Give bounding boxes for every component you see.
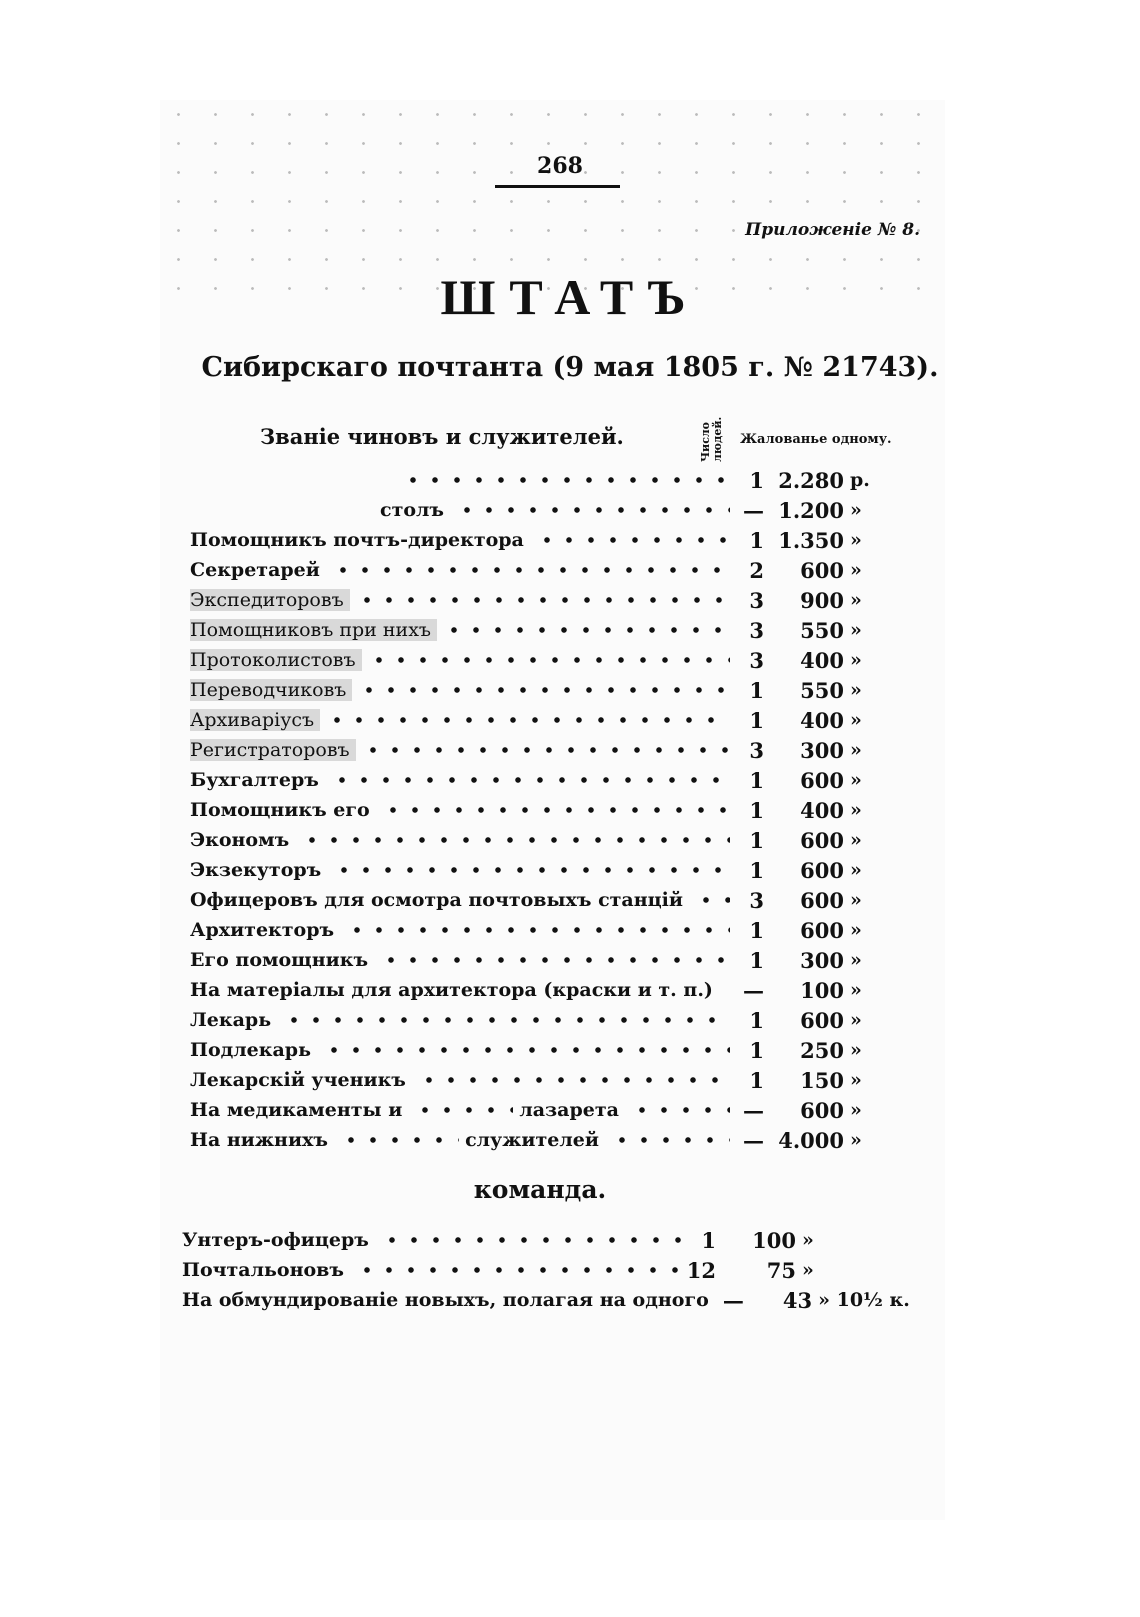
row-unit: » — [850, 739, 862, 761]
row-label: Помощникъ его — [190, 799, 370, 821]
row-count: — — [743, 1127, 765, 1153]
row-count: 1 — [749, 1007, 764, 1033]
row-unit: » — [802, 1229, 814, 1251]
row-label: Лекарскій ученикъ — [190, 1069, 406, 1091]
row-unit: » — [850, 499, 862, 521]
row-label: Лекарь — [190, 1009, 272, 1031]
table-row — [182, 1225, 912, 1255]
dot-leader — [375, 1225, 682, 1255]
row-salary: 600 — [800, 827, 844, 853]
dot-leader — [625, 1095, 730, 1125]
row-label: На нижнихъ — [190, 1129, 328, 1151]
table-row — [190, 465, 890, 495]
row-label: Протоколистовъ — [190, 649, 362, 671]
row-count: 1 — [749, 947, 764, 973]
dot-leader — [320, 705, 730, 735]
table-row — [190, 585, 890, 615]
table-row — [190, 915, 890, 945]
row-count: 1 — [749, 527, 764, 553]
table-row — [190, 735, 890, 765]
row-salary: 4.000 — [778, 1127, 845, 1153]
row-salary: 600 — [800, 887, 844, 913]
dot-leader — [326, 555, 730, 585]
row-label: Помощниковъ при нихъ — [190, 619, 437, 641]
row-count: 3 — [749, 587, 764, 613]
dot-leader — [327, 855, 730, 885]
row-salary: 2.280 — [778, 467, 844, 493]
row-label: столъ — [380, 499, 444, 521]
row-label-continued: служителей — [465, 1129, 599, 1151]
appendix-label: Приложеніе № 8. — [745, 220, 920, 240]
section-heading-command: команда. — [473, 1175, 607, 1204]
command-table — [182, 1225, 912, 1315]
dot-leader — [408, 1095, 513, 1125]
row-unit: » — [850, 949, 862, 971]
row-unit: » — [850, 649, 862, 671]
column-header-count: Число людей. — [699, 416, 724, 462]
table-row — [190, 885, 890, 915]
dot-leader — [325, 765, 730, 795]
dot-leader — [277, 1005, 730, 1035]
table-row — [190, 555, 890, 585]
row-salary: 100 — [752, 1227, 796, 1253]
row-count: 1 — [749, 1067, 764, 1093]
row-unit: » — [850, 979, 862, 1001]
row-unit: » — [850, 679, 862, 701]
table-row — [190, 855, 890, 885]
dot-leader — [374, 945, 730, 975]
row-salary: 400 — [800, 647, 844, 673]
dot-leader — [376, 795, 730, 825]
dot-leader — [352, 675, 730, 705]
row-unit: » — [850, 619, 862, 641]
dot-leader — [334, 1125, 459, 1155]
row-label: Подлекарь — [190, 1039, 311, 1061]
column-header-rank: Званіе чиновъ и служителей. — [260, 424, 624, 449]
row-salary: 600 — [800, 1097, 844, 1123]
row-label: Почтальоновъ — [182, 1259, 344, 1281]
table-row — [190, 765, 890, 795]
row-label: Секретарей — [190, 559, 320, 581]
row-unit: » — [850, 889, 862, 911]
dot-leader — [356, 735, 730, 765]
row-salary: 600 — [800, 557, 844, 583]
row-label: Офицеровъ для осмотра почтовыхъ станцій — [190, 889, 683, 911]
row-unit: » — [850, 1039, 862, 1061]
row-salary: 600 — [800, 917, 844, 943]
row-unit: » — [850, 589, 862, 611]
row-count: 1 — [749, 467, 764, 493]
table-row — [190, 1125, 890, 1155]
dot-leader — [362, 645, 730, 675]
row-count: 1 — [749, 827, 764, 853]
table-row — [190, 645, 890, 675]
row-count: 3 — [749, 737, 764, 763]
row-count: 1 — [749, 797, 764, 823]
row-count: 1 — [749, 857, 764, 883]
row-label: Архитекторъ — [190, 919, 335, 941]
table-row — [190, 675, 890, 705]
row-salary: 600 — [800, 1007, 844, 1033]
row-count: 1 — [749, 1037, 764, 1063]
row-salary: 100 — [800, 977, 844, 1003]
row-unit: » — [850, 919, 862, 941]
row-unit: » — [850, 1099, 862, 1121]
row-unit: » — [850, 1009, 862, 1031]
row-label: Архиваріусъ — [190, 709, 320, 731]
row-unit: » — [850, 829, 862, 851]
row-label-continued: лазарета — [519, 1099, 619, 1121]
row-salary: 300 — [800, 737, 844, 763]
row-salary: 550 — [800, 677, 844, 703]
row-count: — — [743, 497, 764, 523]
column-header-salary: Жалованье одному. — [740, 432, 892, 447]
row-label: Экспедиторовъ — [190, 589, 350, 611]
row-salary: 300 — [800, 947, 844, 973]
row-label: На матеріалы для архитектора (краски и т. п.) — [190, 979, 713, 1001]
row-unit: » — [850, 529, 862, 551]
page-number-rule — [495, 185, 620, 188]
row-count: 1 — [749, 707, 764, 733]
row-count: 3 — [749, 647, 764, 673]
row-unit: » — [850, 799, 862, 821]
row-unit: » — [850, 859, 862, 881]
row-label: Экономъ — [190, 829, 290, 851]
row-salary: 150 — [800, 1067, 844, 1093]
dot-leader — [412, 1065, 730, 1095]
row-count: 3 — [749, 617, 764, 643]
table-row — [182, 1285, 912, 1315]
row-count: 2 — [749, 557, 764, 583]
dot-leader — [437, 615, 730, 645]
row-unit: » — [850, 769, 862, 791]
table-row — [190, 615, 890, 645]
row-salary: 75 — [766, 1257, 796, 1283]
row-unit: » — [850, 559, 862, 581]
row-label: Его помощникъ — [190, 949, 369, 971]
row-count: 1 — [701, 1227, 716, 1253]
row-count: — — [743, 977, 764, 1003]
row-label: На обмундированіе новыхъ, полагая на одного — [182, 1289, 709, 1311]
document-subtitle: Сибирскаго почтанта (9 мая 1805 г. № 21743). — [201, 352, 939, 383]
dot-leader — [295, 825, 730, 855]
row-unit: » — [850, 1069, 862, 1091]
row-label: Унтеръ-офицеръ — [182, 1229, 369, 1251]
page-number: 268 — [537, 153, 583, 179]
dot-leader — [350, 585, 730, 615]
row-unit: » 10½ к. — [818, 1289, 910, 1311]
row-salary: 600 — [800, 857, 844, 883]
dot-leader — [350, 1255, 682, 1285]
row-count: — — [722, 1287, 744, 1313]
row-salary: 550 — [800, 617, 844, 643]
row-count: — — [743, 1097, 764, 1123]
table-row — [190, 525, 890, 555]
table-row — [190, 705, 890, 735]
dot-leader — [317, 1035, 730, 1065]
table-row — [190, 1005, 890, 1035]
dot-leader — [340, 915, 730, 945]
row-salary: 250 — [800, 1037, 844, 1063]
table-row — [190, 495, 890, 525]
row-salary: 400 — [800, 797, 844, 823]
row-salary: 600 — [800, 767, 844, 793]
table-row — [190, 975, 890, 1005]
row-count: 1 — [749, 677, 764, 703]
row-count: 1 — [749, 767, 764, 793]
table-row — [190, 825, 890, 855]
row-unit: р. — [850, 469, 870, 491]
row-unit: » — [850, 1129, 862, 1151]
table-row — [190, 1035, 890, 1065]
dot-leader — [396, 465, 730, 495]
row-unit: » — [802, 1259, 814, 1281]
row-salary: 400 — [800, 707, 844, 733]
document-title: ШТАТЪ — [440, 269, 700, 325]
row-label: Регистраторовъ — [190, 739, 356, 761]
table-row — [190, 1095, 890, 1125]
dot-leader — [530, 525, 730, 555]
dot-leader — [605, 1125, 730, 1155]
row-count: 12 — [686, 1257, 716, 1283]
dot-leader — [450, 495, 730, 525]
table-row — [190, 795, 890, 825]
row-label: На медикаменты и — [190, 1099, 403, 1121]
staff-table — [190, 465, 890, 1155]
row-label: Экзекуторъ — [190, 859, 322, 881]
row-label: Помощникъ почтъ-директора — [190, 529, 524, 551]
row-label: Переводчиковъ — [190, 679, 352, 701]
row-salary: 1.200 — [778, 497, 844, 523]
dot-leader — [719, 975, 730, 1005]
table-row — [190, 945, 890, 975]
dot-leader — [689, 885, 730, 915]
row-salary: 900 — [800, 587, 844, 613]
row-unit: » — [850, 709, 862, 731]
row-label: Бухгалтеръ — [190, 769, 319, 791]
table-row — [190, 1065, 890, 1095]
row-count: 1 — [749, 917, 764, 943]
row-count: 3 — [749, 887, 764, 913]
row-salary: 43 — [782, 1287, 813, 1313]
row-salary: 1.350 — [778, 527, 844, 553]
table-row — [182, 1255, 912, 1285]
